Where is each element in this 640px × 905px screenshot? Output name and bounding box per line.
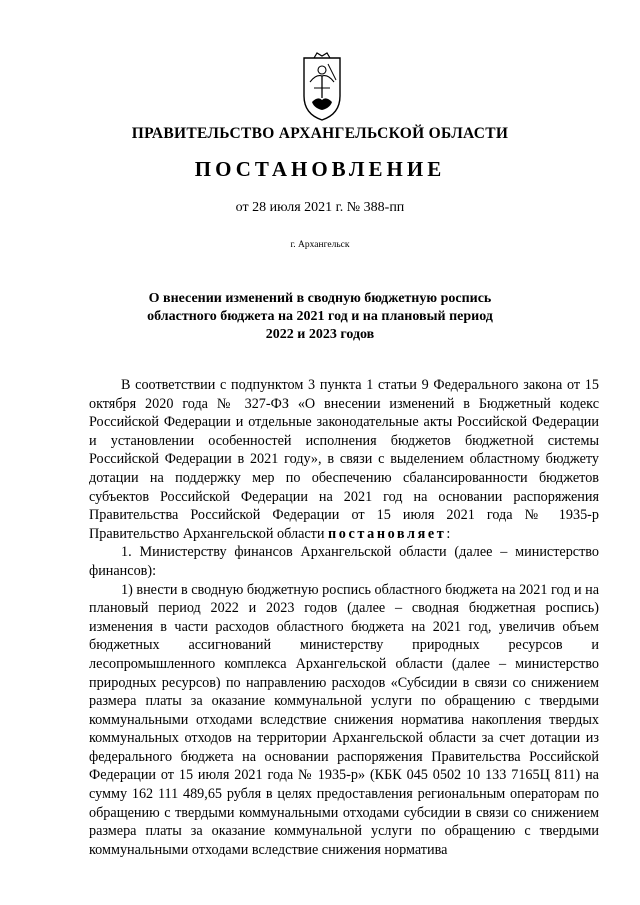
document-title bbox=[120, 290, 520, 344]
title-line: 2022 и 2023 годов bbox=[265, 327, 375, 342]
title-line: О внесении изменений в сводную бюджетную роспись bbox=[148, 291, 492, 306]
document-city: г. Архангельск bbox=[290, 240, 350, 250]
preamble-text: В соответствии с подпунктом 3 пункта 1 статьи 9 Федерального закона от 15 октября 2020 года № 327-ФЗ «О внесении изменений в Бюджетный кодекс Российской Федерации и отдельные законодательные акты Российской Федерации и установлении особенностей исполнения бюджетов бюджетной системы Российской Федерации в 2021 году», в связи с выделением областному бюджету дотации на поддержку мер по обеспечению сбалансированности бюджетов субъектов Российской Федерации на 2021 год на основании распоряжения Правительства Российской Федерации от 15 июля 2021 года № 1935-р Правительство Архангельской области bbox=[89, 377, 599, 542]
document-type: ПОСТАНОВЛЕНИЕ bbox=[194, 157, 446, 181]
coat-of-arms-emblem bbox=[300, 52, 344, 122]
body-paragraph-subitem-1: 1) внести в сводную бюджетную роспись областного бюджета на 2021 год и на плановый период 2022 и 2023 годов (далее – сводная бюджетная роспись) изменения в части расходов областного бюджета на 2021 год, увеличив объем бюджетных ассигнований министерству природных ресурсов и лесопромышленного комплекса Архангельской области (далее – министерство природных ресурсов) по направлению расходов «Субсидии в связи со снижением размера платы за оказание коммунальной услуги по обращению с твердыми коммунальными отходами вследствие снижения норматива накопления твердых коммунальных отходов на территории Архангельской области за счет дотации из федерального бюджета на основании распоряжения Правительства Российской Федерации от 15 июля 2021 года № 1935-р» (КБК 045 0502 10 133 7165Ц 811) на сумму 162 111 489,65 рубля в целях предоставления региональным операторам по обращению с твердыми коммунальными отходами субсидии в связи со снижением размера платы за оказание коммунальной услуги по обращению с твердыми коммунальными отходами вследствие снижения норматива bbox=[89, 581, 599, 858]
title-line: областного бюджета на 2021 год и на плановый период bbox=[147, 309, 493, 324]
preamble-end: : bbox=[446, 525, 451, 542]
resolution-keyword: постановляет bbox=[328, 525, 447, 542]
organization-name: ПРАВИТЕЛЬСТВО АРХАНГЕЛЬСКОЙ ОБЛАСТИ bbox=[131, 125, 509, 142]
document-body bbox=[89, 376, 599, 859]
body-paragraph-item-1: 1. Министерству финансов Архангельской области (далее – министерство финансов): bbox=[89, 544, 599, 579]
document-date-number: от 28 июля 2021 г. № 388-пп bbox=[235, 200, 405, 215]
body-paragraph-preamble bbox=[89, 376, 599, 543]
